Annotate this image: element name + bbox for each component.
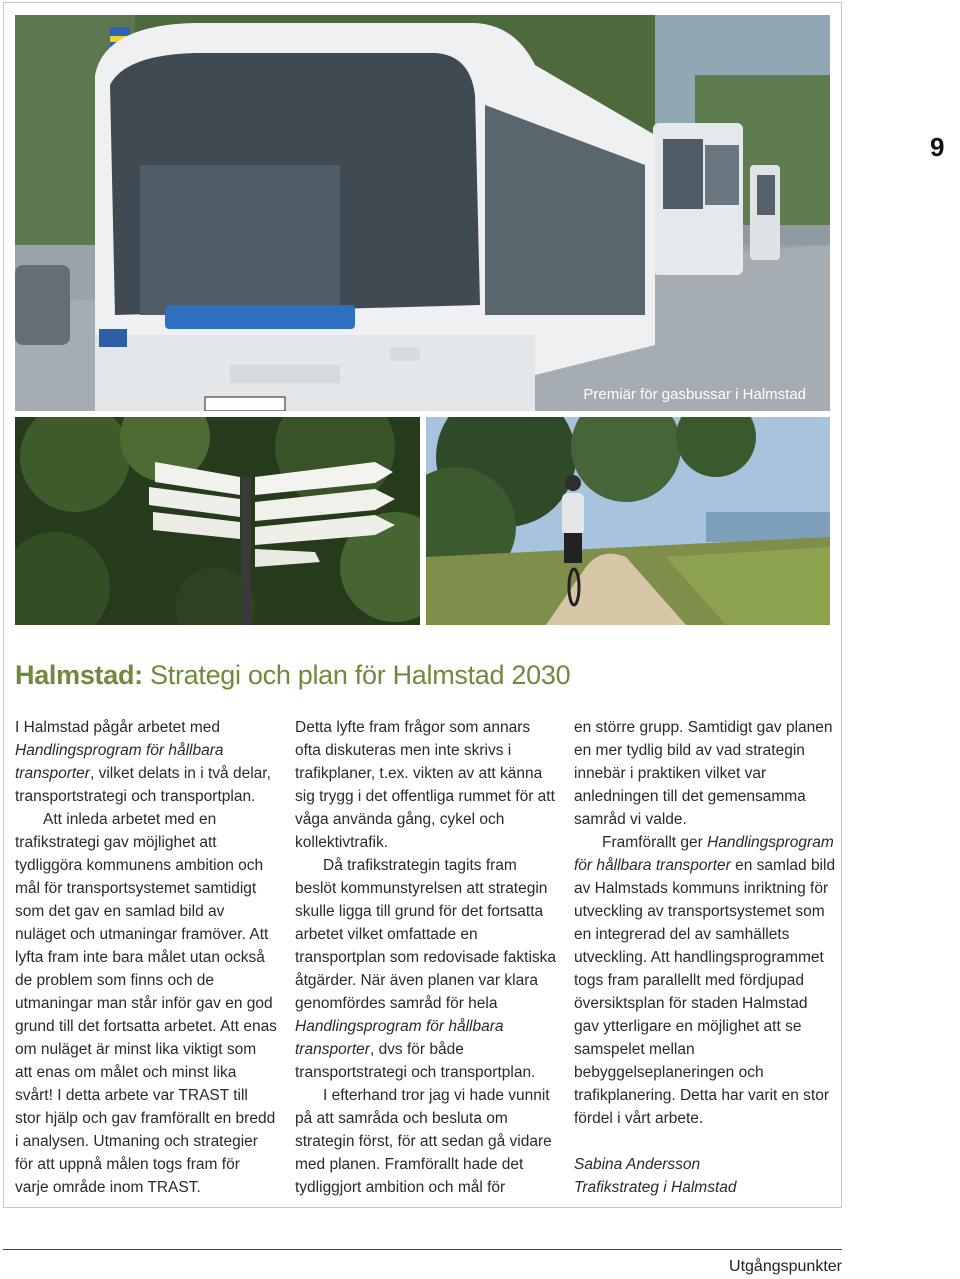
author-name: Sabina Andersson [574,1156,701,1173]
col1-p1-italic: Handlingsprogram för hållbara transporter [15,742,224,782]
page-number: 9 [930,132,945,162]
body-column-1 [15,716,277,1199]
col3-paragraph-2 [574,831,836,1130]
photo-cyclist [426,417,830,625]
author-role: Trafikstrateg i Halmstad [574,1179,737,1196]
photo-caption: Premiär för gasbussar i Halmstad [583,386,806,403]
col2-p2-text-a: Då trafikstrategin tagits fram beslöt kommunstyrelsen att strategin skulle ligga till grund för det fortsatta arbetet vilket omfattade en transportplan som redovisade faktiska åtgärder. När även planen var klara genomfördes samråd för hela [295,857,557,1012]
body-column-2 [295,716,557,1199]
photo-gas-buses [15,15,830,411]
col2-paragraph-1: Detta lyfte fram frågor som annars ofta diskuteras men inte skrivs i trafikplaner, t.ex. vikten av att känna sig trygg i det offentliga rummet för att våga använda gång, cykel och kollektivtrafik. [295,719,555,851]
photo-signpost [15,417,420,625]
body-column-3 [574,716,836,1199]
signpost-illustration [15,417,420,625]
col3-p2-text-a: Framförallt ger [602,834,708,851]
col1-p1-text-a: I Halmstad pågår arbetet med [15,719,221,736]
footer-rule [3,1249,842,1250]
heading-city: Halmstad: [15,660,143,690]
heading-title: Strategi och plan för Halmstad 2030 [142,660,571,690]
col3-p2-text-b: en samlad bild av Halmstads kommuns inriktning för utveckling av transportsystemet som en integrerad del av samhällets utveckling. Att handlingsprogrammet togs fram parallellt med fördjupad översiktsplan för staden Halmstad gav ytterligare en möjlighet att se samspelet mellan bebyggelseplaneringen och trafikplanering. Detta har varit en stor fördel i vårt arbete. [574,857,836,1127]
article-heading [15,660,570,691]
col1-paragraph-2: Att inleda arbetet med en trafikstrategi gav möjlighet att tydliggöra kommunens ambition och mål för transportsystemet samtidigt som det gav en samlad bild av nuläget och utmaningar framöver. Att lyfta fram inte bara målet utan också de problem som finns och de utmaningar man står inför gav en god grund till det fortsatta arbetet. Att enas om nuläget är minst lika viktigt som att enas om målet och minst lika svårt! I detta arbete var TRAST till stor hjälp och gav framförallt en bredd i analysen. Utmaning och strategier för att uppnå målen togs fram för varje område inom TRAST. [15,811,277,1196]
col2-p2-italic: Handlingsprogram för hållbara transporter [295,1018,504,1058]
bus-illustration [15,15,830,411]
col1-p1-text-b: , vilket delats in i två delar, transportstrategi och transportplan. [15,765,271,805]
col1-paragraph-1 [15,716,277,808]
col3-p2-italic: Handlingsprogram för hållbara transporter [574,834,834,874]
cyclist-illustration [426,417,830,625]
col2-paragraph-3: I efterhand tror jag vi hade vunnit på att samråda och besluta om strategin först, för att sedan gå vidare med planen. Framförallt hade det tydliggjort ambition och mål för [295,1087,552,1196]
col3-paragraph-1: en större grupp. Samtidigt gav planen en mer tydlig bild av vad strategin innebär i praktiken vilket var anledningen till det gemensamma samråd vi valde. [574,719,833,828]
footer-section-label: Utgångspunkter [729,1258,842,1275]
col2-p2-text-b: , dvs för både transportstrategi och transportplan. [295,1041,536,1081]
col2-paragraph-2 [295,854,557,1084]
